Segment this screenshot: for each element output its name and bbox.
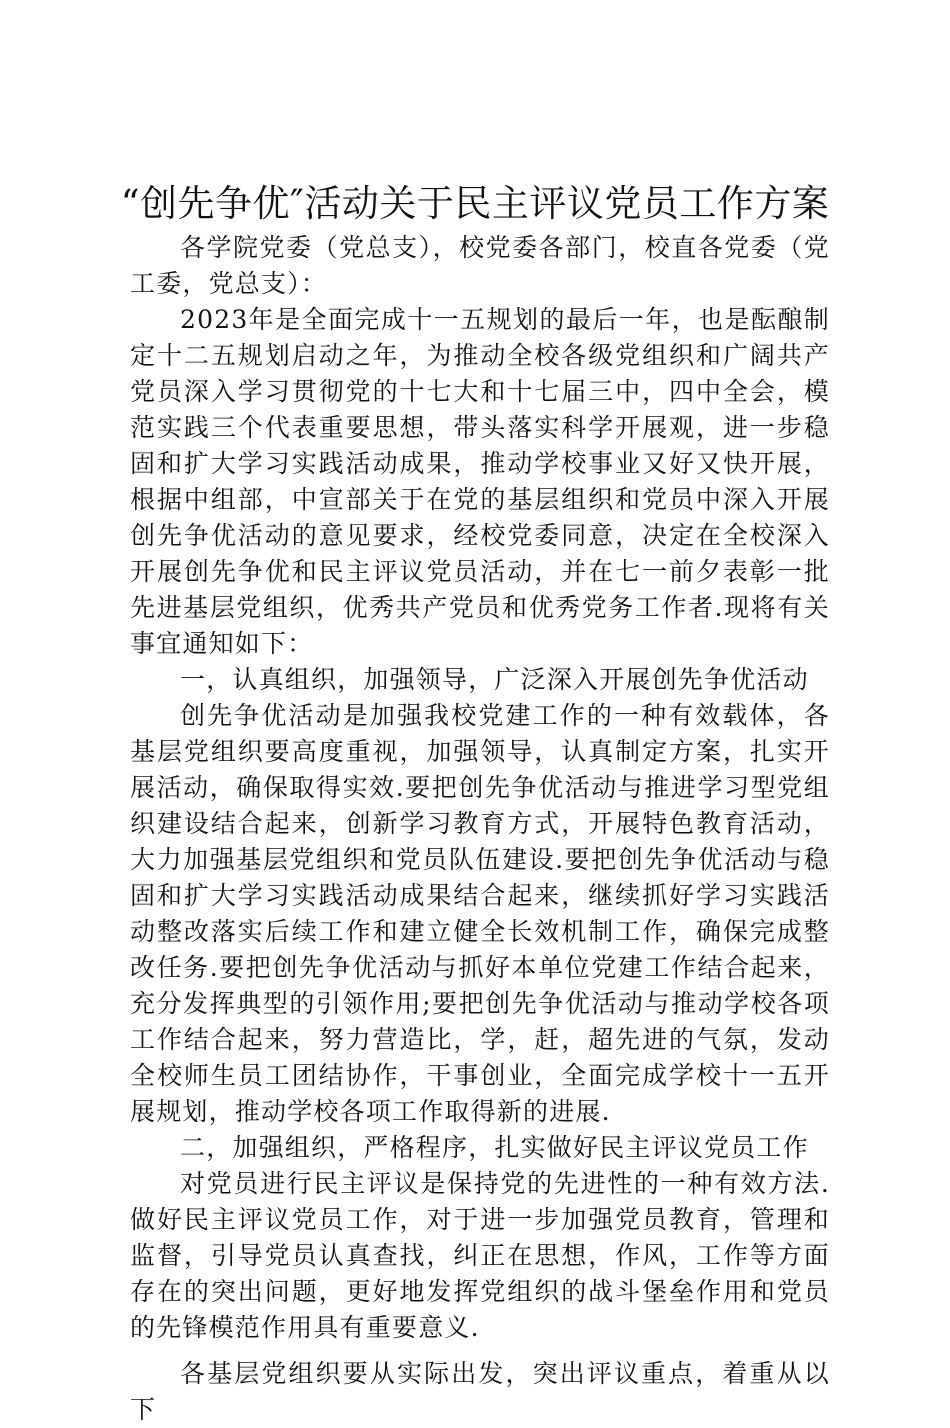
section-heading-2: 二，加强组织，严格程序，扎实做好民主评议党员工作 (180, 1133, 809, 1162)
section-1-paragraph: 创先争优活动是加强我校党建工作的一种有效载体，各基层党组织要高度重视，加强领导，认真制定方案，扎实开展活动，确保取得实效.要把创先争优活动与推进学习型党组织建设结合起来，创新学习教育方式，开展特色教育活动，大力加强基层党组织和党员队伍建设.要把创先争优活动与稳固和扩大学习实践活动成果结合起来，继续抓好学习实践活动整改落实后续工作和建立健全长效机制工作，确保完成整改任务.要把创先争优活动与抓好本单位党建工作结合起来，充分发挥典型的引领作用;要把创先争优活动与推动学校各项工作结合起来，努力营造比，学，赶，超先进的气氛，发动全校师生员工团结协作，干事创业，全面完成学校十一五开展规划，推动学校各项工作取得新的进展. (130, 701, 830, 1126)
section-heading-1: 一，认真组织，加强领导，广泛深入开展创先争优活动 (180, 665, 809, 694)
section-2-paragraph-continued: 各基层党组织要从实际出发，突出评议重点，着重从以下 (130, 1359, 830, 1424)
document-title: “创先争优″活动关于民主评议党员工作方案 (120, 182, 830, 225)
salutation-paragraph: 各学院党委（党总支），校党委各部门，校直各党委（党工委，党总支）： (130, 233, 830, 298)
intro-paragraph: 2023年是全面完成十一五规划的最后一年，也是酝酿制定十二五规划启动之年，为推动全校各级党组织和广阔共产党员深入学习贯彻党的十七大和十七届三中，四中全会，模范实践三个代表重要思想，带头落实科学开展观，进一步稳固和扩大学习实践活动成果，推动学校事业又好又快开展，根据中组部，中宣部关于在党的基层组织和党员中深入开展创先争优活动的意见要求，经校党委同意，决定在全校深入开展创先争优和民主评议党员活动，并在七一前夕表彰一批先进基层党组织，优秀共产党员和优秀党务工作者.现将有关事宜通知如下： (130, 305, 830, 658)
section-2-paragraph: 对党员进行民主评议是保持党的先进性的一种有效方法.做好民主评议党员工作，对于进一步加强党员教育，管理和监督，引导党员认真查找，纠正在思想，作风，工作等方面存在的突出问题，更好地发挥党组织的战斗堡垒作用和党员的先锋模范作用具有重要意义. (130, 1169, 830, 1342)
document-body (130, 230, 830, 1428)
